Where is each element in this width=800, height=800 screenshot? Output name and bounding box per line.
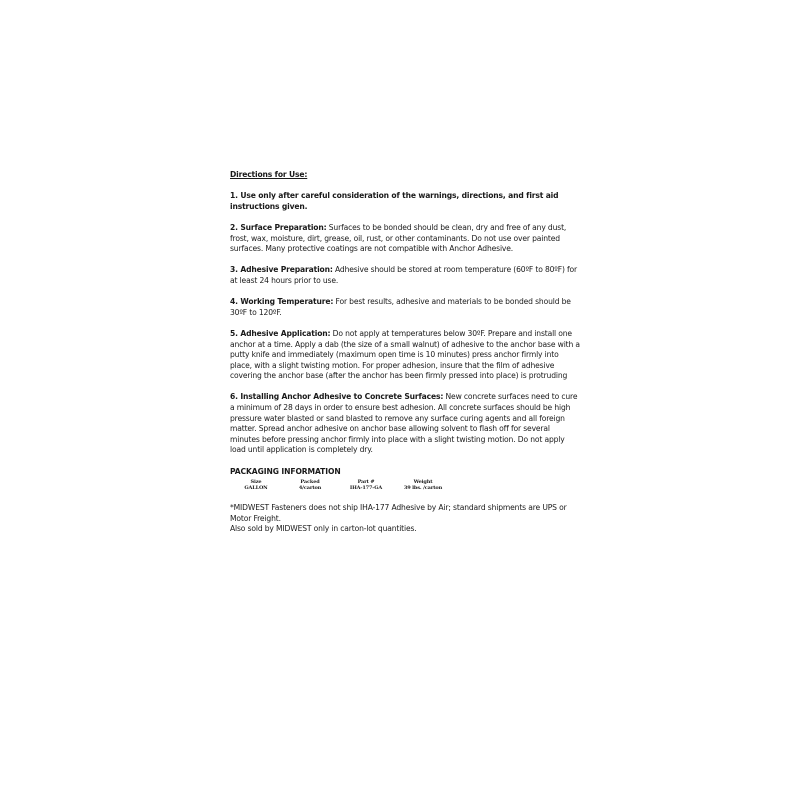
step-surface-preparation: [230, 223, 580, 255]
step-adhesive-preparation: [230, 265, 580, 286]
step-label: 2. Surface Preparation:: [230, 222, 327, 232]
column-value: 39 lbs. /carton: [403, 485, 443, 492]
column-header: Weight: [413, 479, 433, 486]
step-installing-concrete: [230, 392, 580, 456]
step-label: 4. Working Temperature:: [230, 297, 334, 307]
packaging-column-packed: [284, 479, 336, 491]
column-header: Size: [250, 479, 262, 486]
step-text: New concrete surfaces need to cure a minimum of 28 days in order to ensure best adhesion. All concrete surfaces should be high pressure water blasted or sand blasted to remove any surface curing agents and all foreign matter. Spread anchor adhesive on anchor base allowing solvent to flash off for several minutes before pressing anchor firmly into place with a slight twisting motion. Do not apply load until application is completely dry.: [230, 392, 578, 455]
step-1-warning: 1. Use only after careful consideration of the warnings, directions, and first aid instructions given.: [230, 191, 559, 211]
step-adhesive-application: [230, 329, 580, 382]
column-value: GALLON: [244, 485, 268, 492]
directions-document: [230, 170, 580, 535]
packaging-column-size: [230, 479, 282, 491]
packaging-column-part: [336, 479, 396, 491]
step-label: 3. Adhesive Preparation:: [230, 265, 333, 275]
column-value: 4/carton: [298, 485, 322, 492]
packaging-title: PACKAGING INFORMATION: [230, 466, 341, 476]
column-header: Packed: [300, 479, 320, 486]
step-text: Do not apply at temperatures below 30ºF. Prepare and install one anchor at a time. Apply a dab (the size of a small walnut) of adhesive to the anchor base with a putty knife and immediately (maximum open time is 10 minutes) press anchor firmly into place, with a slight twisting motion. For proper adhesion, insure that the film of adhesive covering the anchor base (after the anchor has been firmly pressed into place) is protruding: [230, 328, 580, 381]
step-text: Adhesive should be stored at room temperature (60ºF to 80ºF) for at least 24 hours prior to use.: [230, 265, 578, 285]
directions-heading: Directions for Use:: [230, 170, 308, 179]
packaging-column-weight: [396, 479, 450, 491]
step-label: 6. Installing Anchor Adhesive to Concrete Surfaces:: [230, 392, 444, 402]
column-header: Part #: [357, 479, 375, 486]
carton-lot-note: Also sold by MIDWEST only in carton-lot quantities.: [230, 524, 417, 534]
column-value: IHA-177-GA: [349, 485, 383, 492]
step-working-temperature: [230, 297, 580, 318]
packaging-table: [230, 479, 580, 491]
step-text: Surfaces to be bonded should be clean, dry and free of any dust, frost, wax, moisture, dirt, grease, oil, rust, or other contaminants. Do not use over painted surfaces. Many protective coatings are not compatible with Anchor Adhesive.: [230, 222, 567, 254]
step-text: For best results, adhesive and materials to be bonded should be 30ºF to 120ºF.: [230, 297, 571, 317]
shipping-note: *MIDWEST Fasteners does not ship IHA-177 Adhesive by Air; standard shipments are UPS or Motor Freight.: [230, 503, 567, 523]
step-label: 5. Adhesive Application:: [230, 328, 331, 338]
